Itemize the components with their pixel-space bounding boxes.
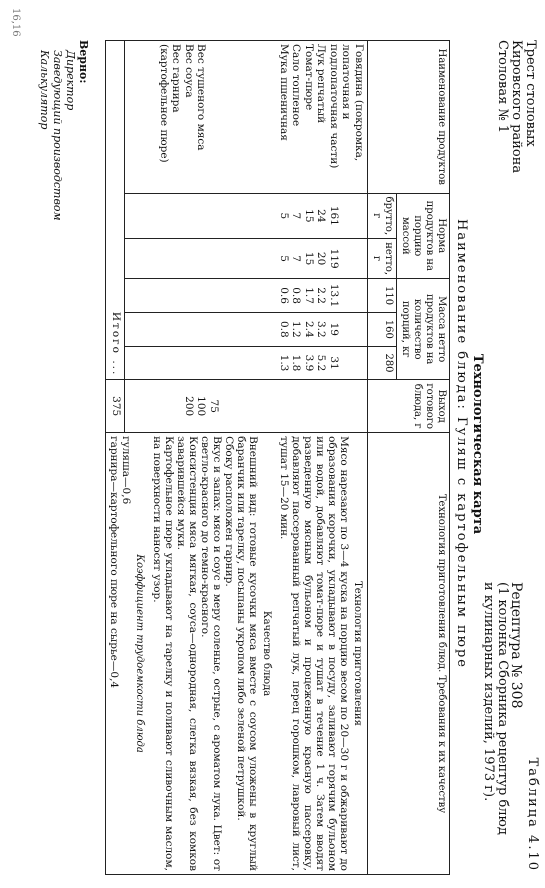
header-product-name: Наименование продуктов: [368, 41, 450, 194]
mass-280-value: 3.9: [303, 354, 315, 372]
mass-110-value: 0.6: [278, 287, 290, 304]
header-norm: Норма продуктов на порцию массой: [397, 193, 450, 279]
signature-production-head: Заведующий производством: [51, 50, 64, 221]
mass-280-value: 5.2: [315, 354, 328, 372]
organization-block: [495, 40, 537, 173]
mass-160-value: 1.2: [290, 320, 303, 338]
mass-280-cell: [125, 346, 368, 380]
product-names-cell: [125, 41, 368, 194]
header-mass: Масса нетто продуктов на количество порций, кг: [397, 279, 450, 380]
brutto-value: 5: [278, 212, 290, 220]
mass-160-cell: [125, 312, 368, 346]
signature-block: [38, 40, 90, 221]
mass-160-value: 0.8: [278, 320, 290, 338]
quality-text-consistency: Консистенция мяса мягкая, соуса—однородная, слегка вязкая, без комков заварившейся муки.: [175, 436, 199, 871]
technology-cell: [106, 433, 368, 875]
brutto-value: 161: [328, 205, 340, 226]
header-portions-110: 110: [368, 279, 397, 313]
product-name: Сало топленое: [290, 44, 303, 127]
margin-mark: 16,16: [10, 8, 21, 37]
table-number-label: Таблица 4.10: [525, 757, 540, 872]
mass-110-value: 0.8: [290, 287, 303, 304]
output-label: Вес соуса: [183, 44, 195, 98]
mass-280-value: 31: [328, 356, 340, 370]
product-name: Мука пшеничная: [278, 44, 290, 141]
total-label: Итого ...: [106, 41, 125, 380]
product-name: Томат-пюре: [303, 44, 315, 111]
recipe-block: [481, 582, 523, 835]
signature-director: Директор: [64, 50, 77, 111]
header-yield: Выход готового блюда, г: [368, 380, 450, 433]
total-value: 375: [106, 380, 125, 433]
brutto-values-cell: [125, 193, 368, 239]
yield-value: 200: [183, 396, 195, 417]
product-name: Лук репчатый: [315, 44, 328, 124]
yield-values-cell: [125, 380, 368, 433]
brutto-value: 7: [290, 212, 303, 220]
recipe-number: Рецептура № 308: [508, 582, 524, 709]
mass-110-cell: [125, 279, 368, 313]
output-label: Вес гарнира (картофельное пюре): [158, 44, 183, 163]
recipe-source-line-1: (1 колонка Сборника рецептур блюд: [495, 582, 510, 835]
signature-calculator: Калькулятор: [38, 50, 51, 130]
brutto-value: 24: [315, 209, 328, 223]
mass-280-value: 1.8: [290, 354, 303, 372]
netto-value: 5: [278, 255, 290, 262]
quality-text-taste: Вкус и запах: мясо и соус в меру соленые, острые, с ароматом лука. Цвет: от светло-красного до темно-красного.: [199, 436, 223, 871]
quality-text-puree: Картофельное пюре укладывают на тарелку и поливают сливочным маслом, на поверхности наносят узор.: [151, 436, 175, 871]
netto-value: 7: [290, 255, 303, 262]
quality-text-garnish: Сбоку расположен гарнир.: [223, 436, 235, 587]
product-name: Говядина (покромка, лопаточная и подлопаточная части): [328, 44, 365, 169]
brutto-value: 15: [303, 209, 315, 223]
tech-card-table: [105, 40, 450, 875]
header-netto: нетто, г: [368, 239, 397, 279]
mass-160-value: 19: [328, 322, 340, 336]
document-title: Технологическая карта: [470, 353, 485, 535]
yield-value: 100: [195, 396, 208, 417]
dish-name: Наименование блюда: Гуляш с картофельным пюре: [454, 219, 469, 669]
header-portions-160: 160: [368, 312, 397, 346]
mass-110-value: 1.7: [303, 287, 315, 304]
netto-values-cell: [125, 239, 368, 279]
coefficient-heading: Коэффициент трудоемкости блюда: [134, 554, 145, 753]
technology-text: Мясо нарезают по 3—4 куска на порцию весом по 20—30 г и обжаривают до образования корочки, укладывают в посуду, заливают горячим бульоном или водой, добавляют томат-пюре и тушат в течение 1 ч. Затем вводят разведенную мясным бульоном и процеженную красную пассеровку, добавляют пассерованный репчатый лук, перец горошком, лавровый лист, тушат 15—20 мин.: [278, 436, 350, 871]
mass-280-value: 1.3: [278, 354, 290, 372]
coefficient-garnish: гарнира—картофельного пюре на сырье—0,4: [108, 436, 120, 689]
verno-label: Верно:: [77, 40, 90, 84]
org-line-2: Кировского района: [509, 40, 524, 174]
header-brutto: брутто, г: [368, 193, 397, 239]
quality-text-appearance: Внешний вид: готовые кусочки мяса вместе с соусом уложены в круглый баранчик или тарелку, посыпаны укропом либо зеленой петрушкой.: [235, 436, 259, 871]
header-portions-280: 280: [368, 346, 397, 380]
recipe-source-line-2: и кулинарных изделий, 1973 г).: [481, 582, 496, 802]
org-line-3: Столовая № 1: [495, 40, 510, 134]
netto-value: 20: [315, 251, 328, 266]
org-line-1: Трест столовых: [523, 40, 538, 147]
mass-160-value: 2.4: [303, 320, 315, 338]
mass-110-value: 13.1: [328, 283, 340, 308]
coefficient-goulash: гуляша—0,6: [120, 436, 132, 505]
netto-value: 119: [328, 248, 340, 269]
mass-160-value: 3.2: [315, 320, 328, 338]
quality-heading: Качество блюда: [261, 610, 272, 697]
output-label: Вес тушеного мяса: [195, 44, 208, 151]
netto-value: 15: [303, 251, 315, 266]
mass-110-value: 2.2: [315, 287, 328, 304]
yield-value: 75: [208, 399, 220, 413]
header-technology: Технология приготовления блюд. Требования к их качеству: [368, 433, 450, 875]
technology-heading: Технология приготовления: [352, 581, 363, 726]
